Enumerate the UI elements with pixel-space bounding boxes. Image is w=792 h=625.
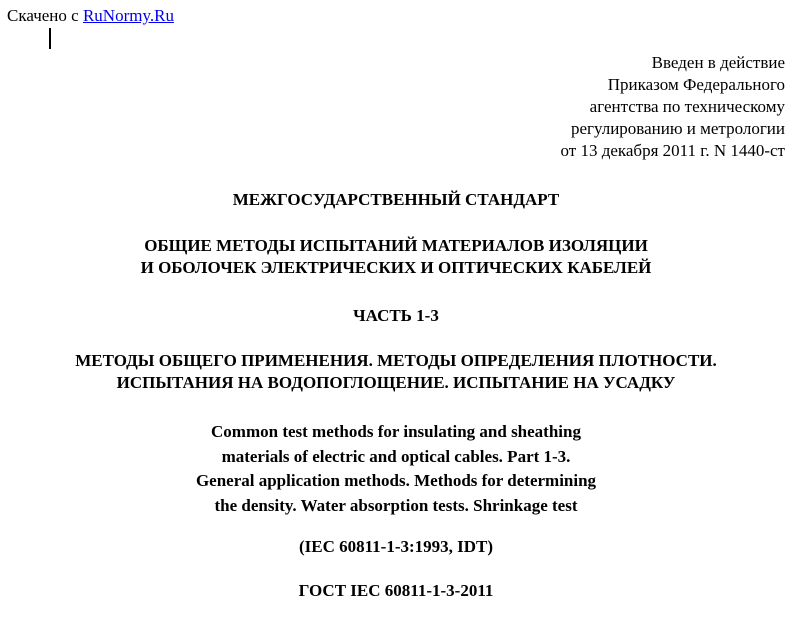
- title-russian-line: И ОБОЛОЧЕК ЭЛЕКТРИЧЕСКИХ И ОПТИЧЕСКИХ КАБЕЛЕЙ: [140, 258, 652, 277]
- enactment-line: регулированию и метрологии: [570, 119, 785, 138]
- subtitle-russian-line: МЕТОДЫ ОБЩЕГО ПРИМЕНЕНИЯ. МЕТОДЫ ОПРЕДЕЛЕНИЯ ПЛОТНОСТИ.: [75, 351, 717, 370]
- iec-reference: [0, 536, 792, 558]
- subtitle-russian-line: ИСПЫТАНИЯ НА ВОДОПОГЛОЩЕНИЕ. ИСПЫТАНИЕ НА УСАДКУ: [116, 373, 676, 392]
- source-prefix: Скачено с: [7, 6, 79, 25]
- enactment-block: [560, 52, 785, 162]
- part-heading: [0, 305, 792, 327]
- enactment-line: агентства по техническому: [589, 97, 785, 116]
- source-link[interactable]: RuNormy.Ru: [82, 6, 174, 25]
- title-english-line: General application methods. Methods for determining: [195, 471, 597, 490]
- title-russian-line: ОБЩИЕ МЕТОДЫ ИСПЫТАНИЙ МАТЕРИАЛОВ ИЗОЛЯЦИИ: [144, 236, 648, 255]
- title-english-line: the density. Water absorption tests. Shrinkage test: [214, 495, 578, 515]
- title-english-line: Common test methods for insulating and sheathing: [211, 422, 581, 441]
- title-english: [0, 420, 792, 518]
- part-text: ЧАСТЬ 1-3: [353, 306, 439, 325]
- iec-reference-text: (IEC 60811-1-3:1993, IDT): [298, 537, 494, 556]
- title-english-line: materials of electric and optical cables. Part 1-3.: [221, 446, 571, 466]
- title-russian: [0, 235, 792, 279]
- subtitle-russian: [0, 350, 792, 394]
- standard-type-text: МЕЖГОСУДАРСТВЕННЫЙ СТАНДАРТ: [232, 190, 560, 209]
- standard-type-heading: [0, 189, 792, 211]
- gost-designation-text: ГОСТ IEC 60811-1-3-2011: [298, 581, 494, 600]
- gost-designation: [0, 580, 792, 602]
- text-cursor: [49, 28, 51, 49]
- source-line: [7, 6, 174, 26]
- enactment-line: от 13 декабря 2011 г. N 1440-ст: [560, 141, 785, 160]
- enactment-line: Приказом Федерального: [607, 75, 785, 94]
- enactment-line: Введен в действие: [651, 53, 785, 72]
